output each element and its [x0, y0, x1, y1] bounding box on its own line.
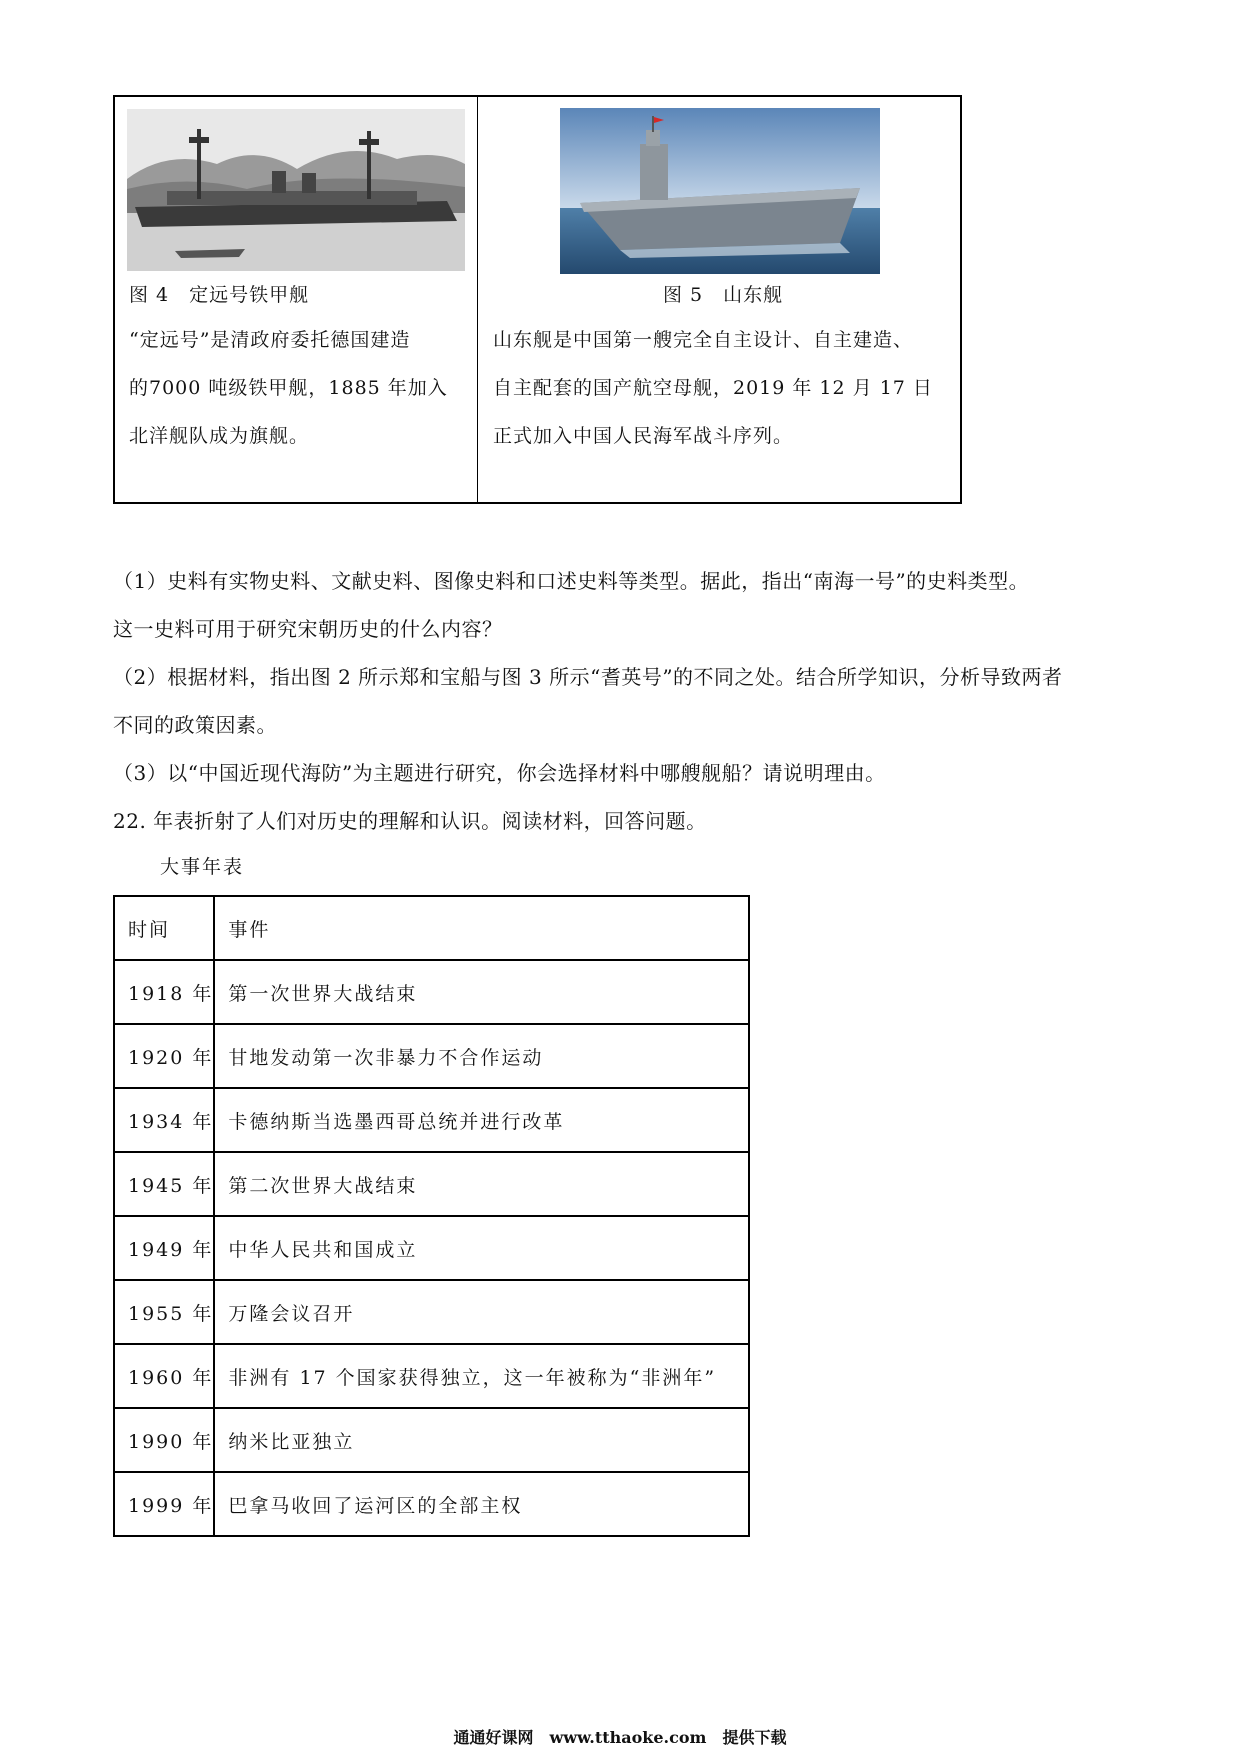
question-2-line-2: 不同的政策因素。	[113, 713, 277, 737]
figure-5-text-line-1: 山东舰是中国第一艘完全自主设计、自主建造、	[493, 329, 914, 351]
table-row	[114, 1152, 749, 1216]
timeline-caption: 大事年表	[160, 856, 245, 878]
row-time: 1960 年	[114, 1344, 214, 1408]
row-time: 1945 年	[114, 1152, 214, 1216]
figure-5-text-line-3: 正式加入中国人民海军战斗序列。	[493, 425, 794, 447]
question-2-line-1: （2）根据材料，指出图 2 所示郑和宝船与图 3 所示“耆英号”的不同之处。结合所学知识，分析导致两者	[113, 665, 1063, 689]
header-event: 事件	[214, 896, 749, 960]
row-event: 中华人民共和国成立	[214, 1216, 749, 1280]
figure-5-text-line-2: 自主配套的国产航空母舰，2019 年 12 月 17 日	[493, 377, 933, 399]
row-time: 1999 年	[114, 1472, 214, 1536]
figure-4-text-line-2: 的7000 吨级铁甲舰，1885 年加入	[129, 377, 448, 399]
row-event: 卡德纳斯当选墨西哥总统并进行改革	[214, 1088, 749, 1152]
timeline-table	[113, 895, 750, 1537]
table-row	[114, 1024, 749, 1088]
row-event: 甘地发动第一次非暴力不合作运动	[214, 1024, 749, 1088]
figure-table	[113, 95, 962, 504]
row-event: 非洲有 17 个国家获得独立，这一年被称为“非洲年”	[214, 1344, 749, 1408]
row-time: 1990 年	[114, 1408, 214, 1472]
table-row	[114, 1280, 749, 1344]
row-event: 第二次世界大战结束	[214, 1152, 749, 1216]
table-row	[114, 1216, 749, 1280]
row-event: 万隆会议召开	[214, 1280, 749, 1344]
figure-4-caption: 图 4 定远号铁甲舰	[129, 284, 310, 306]
row-time: 1920 年	[114, 1024, 214, 1088]
aircraft-carrier-photo	[560, 108, 880, 274]
figure-5-caption: 图 5 山东舰	[663, 284, 784, 306]
table-header-row	[114, 896, 749, 960]
ironclad-warship-photo	[127, 109, 465, 271]
table-row	[114, 1408, 749, 1472]
row-time: 1934 年	[114, 1088, 214, 1152]
table-row	[114, 1472, 749, 1536]
row-time: 1955 年	[114, 1280, 214, 1344]
figure-4-text-line-1: “定远号”是清政府委托德国建造	[129, 329, 411, 351]
question-22-stem: 22. 年表折射了人们对历史的理解和认识。阅读材料，回答问题。	[113, 809, 707, 833]
figure-4-text-line-3: 北洋舰队成为旗舰。	[129, 425, 310, 447]
row-event: 第一次世界大战结束	[214, 960, 749, 1024]
question-1-line-1: （1）史料有实物史料、文献史料、图像史料和口述史料等类型。据此，指出“南海一号”的史料类型。	[113, 569, 1030, 593]
table-row	[114, 960, 749, 1024]
row-time: 1949 年	[114, 1216, 214, 1280]
question-3: （3）以“中国近现代海防”为主题进行研究，你会选择材料中哪艘舰船？请说明理由。	[113, 761, 886, 785]
table-row	[114, 1344, 749, 1408]
question-1-line-2: 这一史料可用于研究宋朝历史的什么内容？	[113, 617, 503, 641]
table-row	[114, 1088, 749, 1152]
page-footer: 通通好课网 www.tthaoke.com 提供下载	[453, 1728, 787, 1747]
row-event: 纳米比亚独立	[214, 1408, 749, 1472]
header-time: 时间	[114, 896, 214, 960]
row-time: 1918 年	[114, 960, 214, 1024]
figure-divider	[477, 97, 478, 502]
row-event: 巴拿马收回了运河区的全部主权	[214, 1472, 749, 1536]
